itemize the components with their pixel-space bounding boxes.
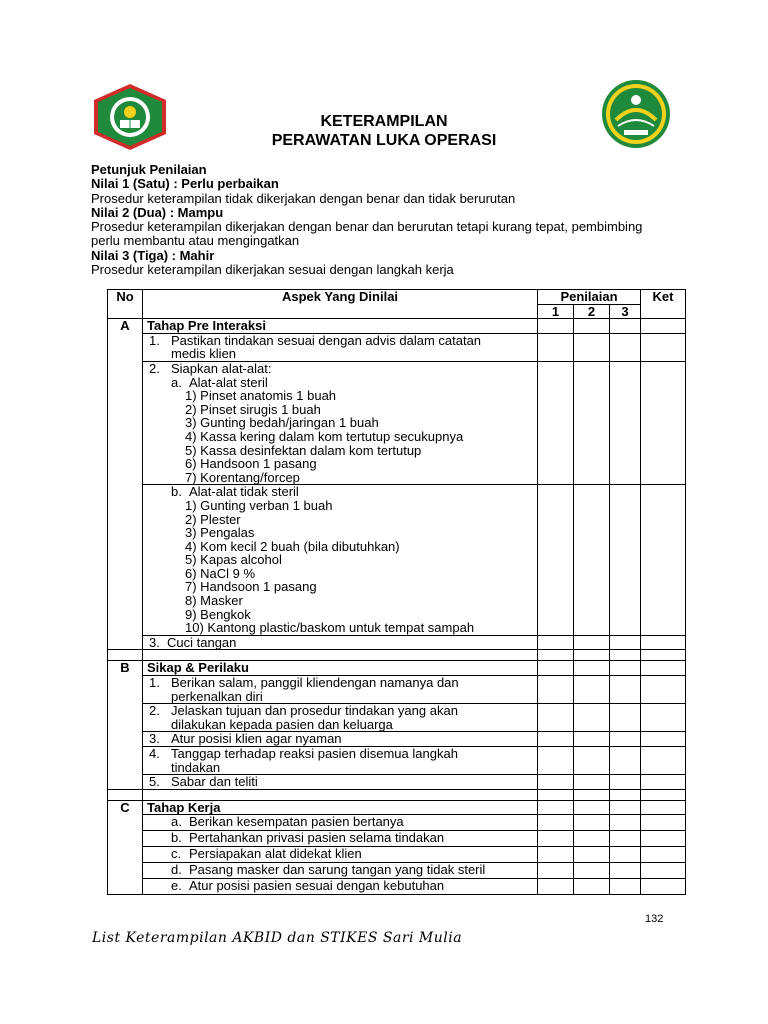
score-cell[interactable] — [610, 831, 641, 847]
spacer-row — [108, 789, 686, 800]
section-a-no: A — [108, 319, 143, 650]
table-row — [108, 319, 686, 334]
table-row — [108, 661, 686, 676]
step-text — [143, 485, 538, 636]
sub-step-line: Alat-alat steril — [189, 374, 268, 390]
equipment-item: 3) Gunting bedah/jaringan 1 buah — [185, 415, 379, 431]
table-row — [108, 676, 686, 704]
ket-cell[interactable] — [641, 775, 686, 790]
step-line: Siapkan alat-alat: — [171, 360, 272, 376]
score-cell[interactable] — [610, 319, 641, 334]
score-cell[interactable] — [538, 747, 574, 775]
step-text — [143, 747, 538, 775]
step-text — [143, 635, 538, 650]
assessment-instructions — [91, 163, 691, 277]
step-text — [143, 879, 538, 895]
table-row — [108, 775, 686, 790]
page-title-line2: PERAWATAN LUKA OPERASI — [271, 132, 497, 149]
score-cell[interactable] — [610, 676, 641, 704]
ket-cell[interactable] — [641, 676, 686, 704]
equipment-item: 4) Kom kecil 2 buah (bila dibutuhkan) — [185, 538, 400, 554]
step-number: c. — [171, 846, 182, 862]
section-c-title: Tahap Kerja — [143, 800, 538, 815]
table-row — [108, 879, 686, 895]
step-number: 3. — [149, 731, 160, 747]
step-line: perkenalkan diri — [171, 688, 263, 704]
table-row — [108, 815, 686, 831]
score-3-description: Prosedur keterampilan dikerjakan sesuai dengan langkah kerja — [91, 262, 454, 278]
footer-text: List Keterampilan AKBID dan STIKES Sari Mulia — [92, 930, 463, 946]
score-2-description-1: Prosedur keterampilan dikerjakan dengan benar dan berurutan tetapi kurang tepat, pembimbing — [91, 219, 643, 235]
step-text — [143, 333, 538, 361]
score-cell[interactable] — [538, 361, 574, 484]
score-cell[interactable] — [538, 732, 574, 747]
section-b-no: B — [108, 661, 143, 789]
score-cell[interactable] — [574, 831, 610, 847]
step-text — [143, 863, 538, 879]
step-line: tindakan — [171, 759, 221, 775]
sub-step-number: b. — [171, 484, 182, 500]
assessment-table — [107, 289, 686, 895]
col-no-header: No — [108, 290, 143, 319]
score-cell[interactable] — [538, 676, 574, 704]
score-cell[interactable] — [538, 879, 574, 895]
step-number: 2. — [149, 360, 160, 376]
score-2-label: Nilai 2 (Dua) : Mampu — [91, 204, 224, 220]
step-number: a. — [171, 814, 182, 830]
section-a-title: Tahap Pre Interaksi — [143, 319, 538, 334]
score-cell[interactable] — [610, 732, 641, 747]
step-number: 1. — [149, 332, 160, 348]
score-cell[interactable] — [610, 847, 641, 863]
score-cell[interactable] — [574, 333, 610, 361]
page-number: 132 — [645, 913, 664, 925]
score-cell[interactable] — [610, 863, 641, 879]
score-cell[interactable] — [574, 732, 610, 747]
step-text — [143, 704, 538, 732]
table-row — [108, 485, 686, 636]
ket-cell[interactable] — [641, 732, 686, 747]
score-cell[interactable] — [574, 747, 610, 775]
sub-step-number: a. — [171, 374, 182, 390]
ket-cell[interactable] — [641, 485, 686, 636]
section-b-title: Sikap & Perilaku — [143, 661, 538, 676]
step-text — [143, 676, 538, 704]
score-cell[interactable] — [574, 361, 610, 484]
step-line: Sabar dan teliti — [171, 774, 258, 790]
score-cell[interactable] — [610, 361, 641, 484]
equipment-item: 2) Pinset sirugis 1 buah — [185, 401, 321, 417]
score-2-description-2: perlu membantu atau mengingatkan — [91, 233, 300, 249]
score-cell[interactable] — [574, 661, 610, 676]
ket-cell[interactable] — [641, 863, 686, 879]
equipment-item: 8) Masker — [185, 593, 243, 609]
score-cell[interactable] — [610, 485, 641, 636]
step-line: Pasang masker dan sarung tangan yang tidak steril — [189, 862, 486, 878]
table-row — [108, 361, 686, 484]
step-number: 2. — [149, 703, 160, 719]
score-cell[interactable] — [538, 775, 574, 790]
col-ket-header: Ket — [641, 290, 686, 319]
ket-cell[interactable] — [641, 361, 686, 484]
table-row — [108, 704, 686, 732]
page-title-line1: KETERAMPILAN — [320, 113, 448, 130]
step-number: 4. — [149, 746, 160, 761]
score-cell[interactable] — [610, 800, 641, 815]
score-cell[interactable] — [574, 485, 610, 636]
score-cell[interactable] — [538, 485, 574, 636]
score-cell[interactable] — [574, 319, 610, 334]
step-number: d. — [171, 862, 182, 878]
step-number: 3. — [149, 634, 160, 650]
step-number: 1. — [149, 675, 160, 691]
step-text — [143, 775, 538, 790]
score-cell[interactable] — [610, 704, 641, 732]
step-line: Persiapakan alat didekat klien — [189, 846, 362, 862]
ket-cell[interactable] — [641, 704, 686, 732]
equipment-item: 5) Kassa desinfektan dalam kom tertutup — [185, 442, 422, 458]
equipment-item: 10) Kantong plastic/baskom untuk tempat sampah — [185, 620, 475, 636]
sub-step-line: Alat-alat tidak steril — [189, 484, 299, 500]
col-penilaian-header: Penilaian — [538, 290, 641, 305]
score-cell[interactable] — [574, 676, 610, 704]
col-aspek-header: Aspek Yang Dinilai — [143, 290, 538, 319]
score-cell[interactable] — [574, 635, 610, 650]
score-cell[interactable] — [574, 800, 610, 815]
equipment-item: 3) Pengalas — [185, 525, 255, 541]
score-1-label: Nilai 1 (Satu) : Perlu perbaikan — [91, 176, 279, 192]
equipment-item: 1) Pinset anatomis 1 buah — [185, 388, 337, 404]
score-cell[interactable] — [610, 775, 641, 790]
step-line: Pastikan tindakan sesuai dengan advis dalam catatan — [171, 332, 482, 348]
table-row — [108, 635, 686, 650]
step-line: Pertahankan privasi pasien selama tindakan — [189, 830, 445, 846]
ket-cell[interactable] — [641, 319, 686, 334]
step-text — [143, 847, 538, 863]
score-cell[interactable] — [610, 333, 641, 361]
equipment-item: 7) Korentang/forcep — [185, 469, 300, 485]
score-cell[interactable] — [538, 863, 574, 879]
score-cell[interactable] — [574, 863, 610, 879]
ket-cell[interactable] — [641, 847, 686, 863]
score-cell[interactable] — [538, 319, 574, 334]
score-cell[interactable] — [538, 800, 574, 815]
step-line: Jelaskan tujuan dan prosedur tindakan yang akan — [171, 703, 458, 719]
table-row — [108, 747, 686, 775]
ket-cell[interactable] — [641, 815, 686, 831]
score-cell[interactable] — [610, 815, 641, 831]
score-cell[interactable] — [538, 333, 574, 361]
step-text — [143, 361, 538, 484]
step-text — [143, 732, 538, 747]
score-cell[interactable] — [574, 847, 610, 863]
score-cell[interactable] — [538, 704, 574, 732]
ket-cell[interactable] — [641, 831, 686, 847]
ket-cell[interactable] — [641, 635, 686, 650]
score-cell[interactable] — [610, 747, 641, 775]
score-cell[interactable] — [538, 661, 574, 676]
step-number: 5. — [149, 774, 160, 790]
step-line: Cuci tangan — [167, 634, 237, 650]
equipment-item: 6) Handsoon 1 pasang — [185, 456, 317, 472]
score-cell[interactable] — [574, 775, 610, 790]
score-cell[interactable] — [610, 879, 641, 895]
step-line: dilakukan kepada pasien dan keluarga — [171, 716, 393, 732]
score-cell[interactable] — [610, 661, 641, 676]
ket-cell[interactable] — [641, 333, 686, 361]
step-text — [143, 815, 538, 831]
table-row — [108, 732, 686, 747]
equipment-item: 4) Kassa kering dalam kom tertutup secukupnya — [185, 428, 464, 444]
step-number: e. — [171, 878, 182, 894]
section-c-no: C — [108, 800, 143, 895]
table-row — [108, 800, 686, 815]
step-line: Berikan salam, panggil kliendengan namanya dan — [171, 675, 459, 691]
equipment-item: 1) Gunting verban 1 buah — [185, 497, 333, 513]
score-cell[interactable] — [574, 879, 610, 895]
score-cell[interactable] — [538, 635, 574, 650]
equipment-item: 6) NaCl 9 % — [185, 565, 256, 581]
table-row — [108, 333, 686, 361]
step-line: Berikan kesempatan pasien bertanya — [189, 814, 404, 830]
spacer-row — [108, 650, 686, 661]
score-col-1: 1 — [538, 304, 574, 319]
equipment-item: 7) Handsoon 1 pasang — [185, 579, 317, 595]
ket-cell[interactable] — [641, 661, 686, 676]
score-cell[interactable] — [574, 704, 610, 732]
score-1-description: Prosedur keterampilan tidak dikerjakan dengan benar dan tidak berurutan — [91, 190, 516, 206]
score-cell[interactable] — [538, 831, 574, 847]
score-cell[interactable] — [538, 847, 574, 863]
score-cell[interactable] — [574, 815, 610, 831]
step-line: Atur posisi pasien sesuai dengan kebutuhan — [189, 878, 445, 894]
ket-cell[interactable] — [641, 879, 686, 895]
table-header-row — [108, 290, 686, 305]
table-row — [108, 847, 686, 863]
score-col-3: 3 — [610, 304, 641, 319]
step-line: Tanggap terhadap reaksi pasien disemua langkah — [171, 746, 458, 761]
equipment-item: 2) Plester — [185, 511, 241, 527]
step-line: Atur posisi klien agar nyaman — [171, 731, 342, 747]
step-text — [143, 831, 538, 847]
ket-cell[interactable] — [641, 800, 686, 815]
step-line: medis klien — [171, 346, 237, 362]
score-cell[interactable] — [538, 815, 574, 831]
equipment-item: 9) Bengkok — [185, 606, 251, 622]
instructions-heading: Petunjuk Penilaian — [91, 162, 207, 177]
step-number: b. — [171, 830, 182, 846]
score-col-2: 2 — [574, 304, 610, 319]
score-cell[interactable] — [610, 635, 641, 650]
ket-cell[interactable] — [641, 747, 686, 775]
score-3-label: Nilai 3 (Tiga) : Mahir — [91, 247, 215, 263]
table-row — [108, 863, 686, 879]
equipment-item: 5) Kapas alcohol — [185, 552, 282, 568]
table-row — [108, 831, 686, 847]
